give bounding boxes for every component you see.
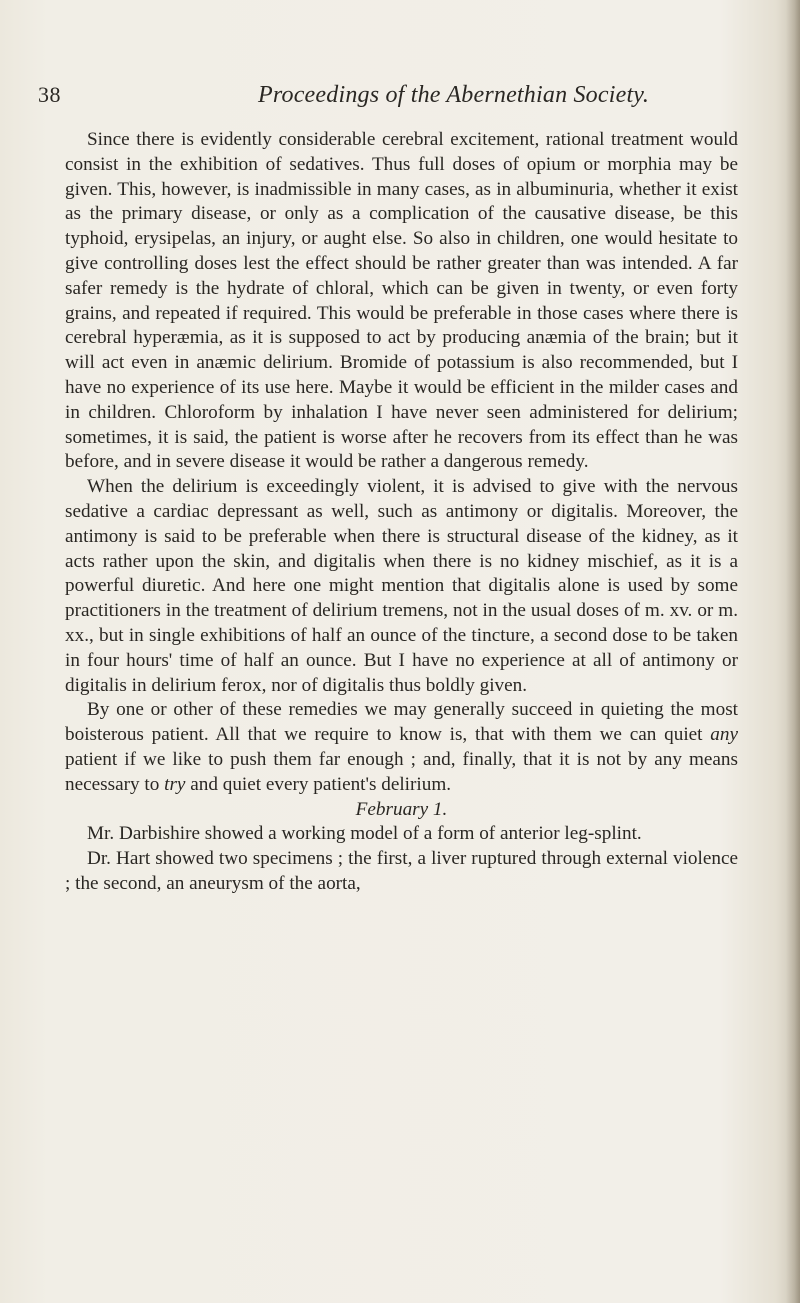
- paragraph-quieting: [65, 698, 738, 797]
- quieting-text-a: By one or other of these remedies we may generally succeed in quieting the most boisterous patient. All that we require to know is, that with them we can quiet: [65, 699, 738, 746]
- emphasis-try: try: [164, 773, 186, 795]
- quieting-text-c: and quiet every patient's delirium.: [185, 773, 452, 795]
- paragraph-cardiac-depressant: When the delirium is exceedingly violent, it is advised to give with the nervous sedative a cardiac depressant as well, such as antimony or digitalis. Moreover, the antimony is said to be preferable when there is structural disease of the kidney, as it acts rather upon the skin, and digitalis when there is no kidney mischief, as it is a powerful diuretic. And here one might mention that digitalis alone is used by some practitioners in the treatment of delirium tremens, not in the usual doses of m. xv. or m. xx., but in single exhibitions of half an ounce of the tincture, a second dose to be taken in four hours' time of half an ounce. But I have no experience at all of antimony or digitalis in delirium ferox, nor of digitalis thus boldly given.: [65, 476, 738, 696]
- paragraph-sedatives: Since there is evidently considerable cerebral excitement, rational treatment would consist in the exhibition of sedatives. Thus full doses of opium or morphia may be given. This, however, is inadmissible in many cases, as in albuminuria, whether it exist as the primary disease, or only as a complication of the causative disease, be this typhoid, erysipelas, an injury, or aught else. So also in children, one would hesitate to give controlling doses lest the effect should be rather greater than was intended. A far safer remedy is the hydrate of chloral, which can be given in twenty, or even forty grains, and repeated if required. This would be preferable in those cases where there is cerebral hyperæmia, as it is supposed to act by producing anæmia of the brain; but it will act even in anæmic delirium. Bromide of potassium is also recommended, but I have no experience of its use here. Maybe it would be efficient in the milder cases and in children. Chloroform by inhalation I have never seen administered for delirium; sometimes, it is said, the patient is worse after he recovers from its effect than he was before, and in severe disease it would be rather a dangerous remedy.: [65, 129, 738, 473]
- section-dateline: February 1.: [355, 798, 448, 820]
- paragraph-leg-splint: Mr. Darbishire showed a working model of a form of anterior leg-splint.: [87, 823, 642, 845]
- page-header: [38, 82, 738, 118]
- paragraph-specimens: Dr. Hart showed two specimens ; the first, a liver ruptured through external violence ; the second, an aneurysm of the aorta,: [65, 848, 738, 894]
- body-text: [65, 128, 738, 897]
- emphasis-any: any: [710, 724, 738, 746]
- quieting-text-b: patient if we like to push them far enough ; and, finally, that it is not by any means necessary to: [65, 748, 738, 795]
- page-edge-shadow: [786, 0, 800, 1303]
- running-head: Proceedings of the Abernethian Society.: [258, 82, 650, 108]
- page-number: 38: [38, 82, 61, 107]
